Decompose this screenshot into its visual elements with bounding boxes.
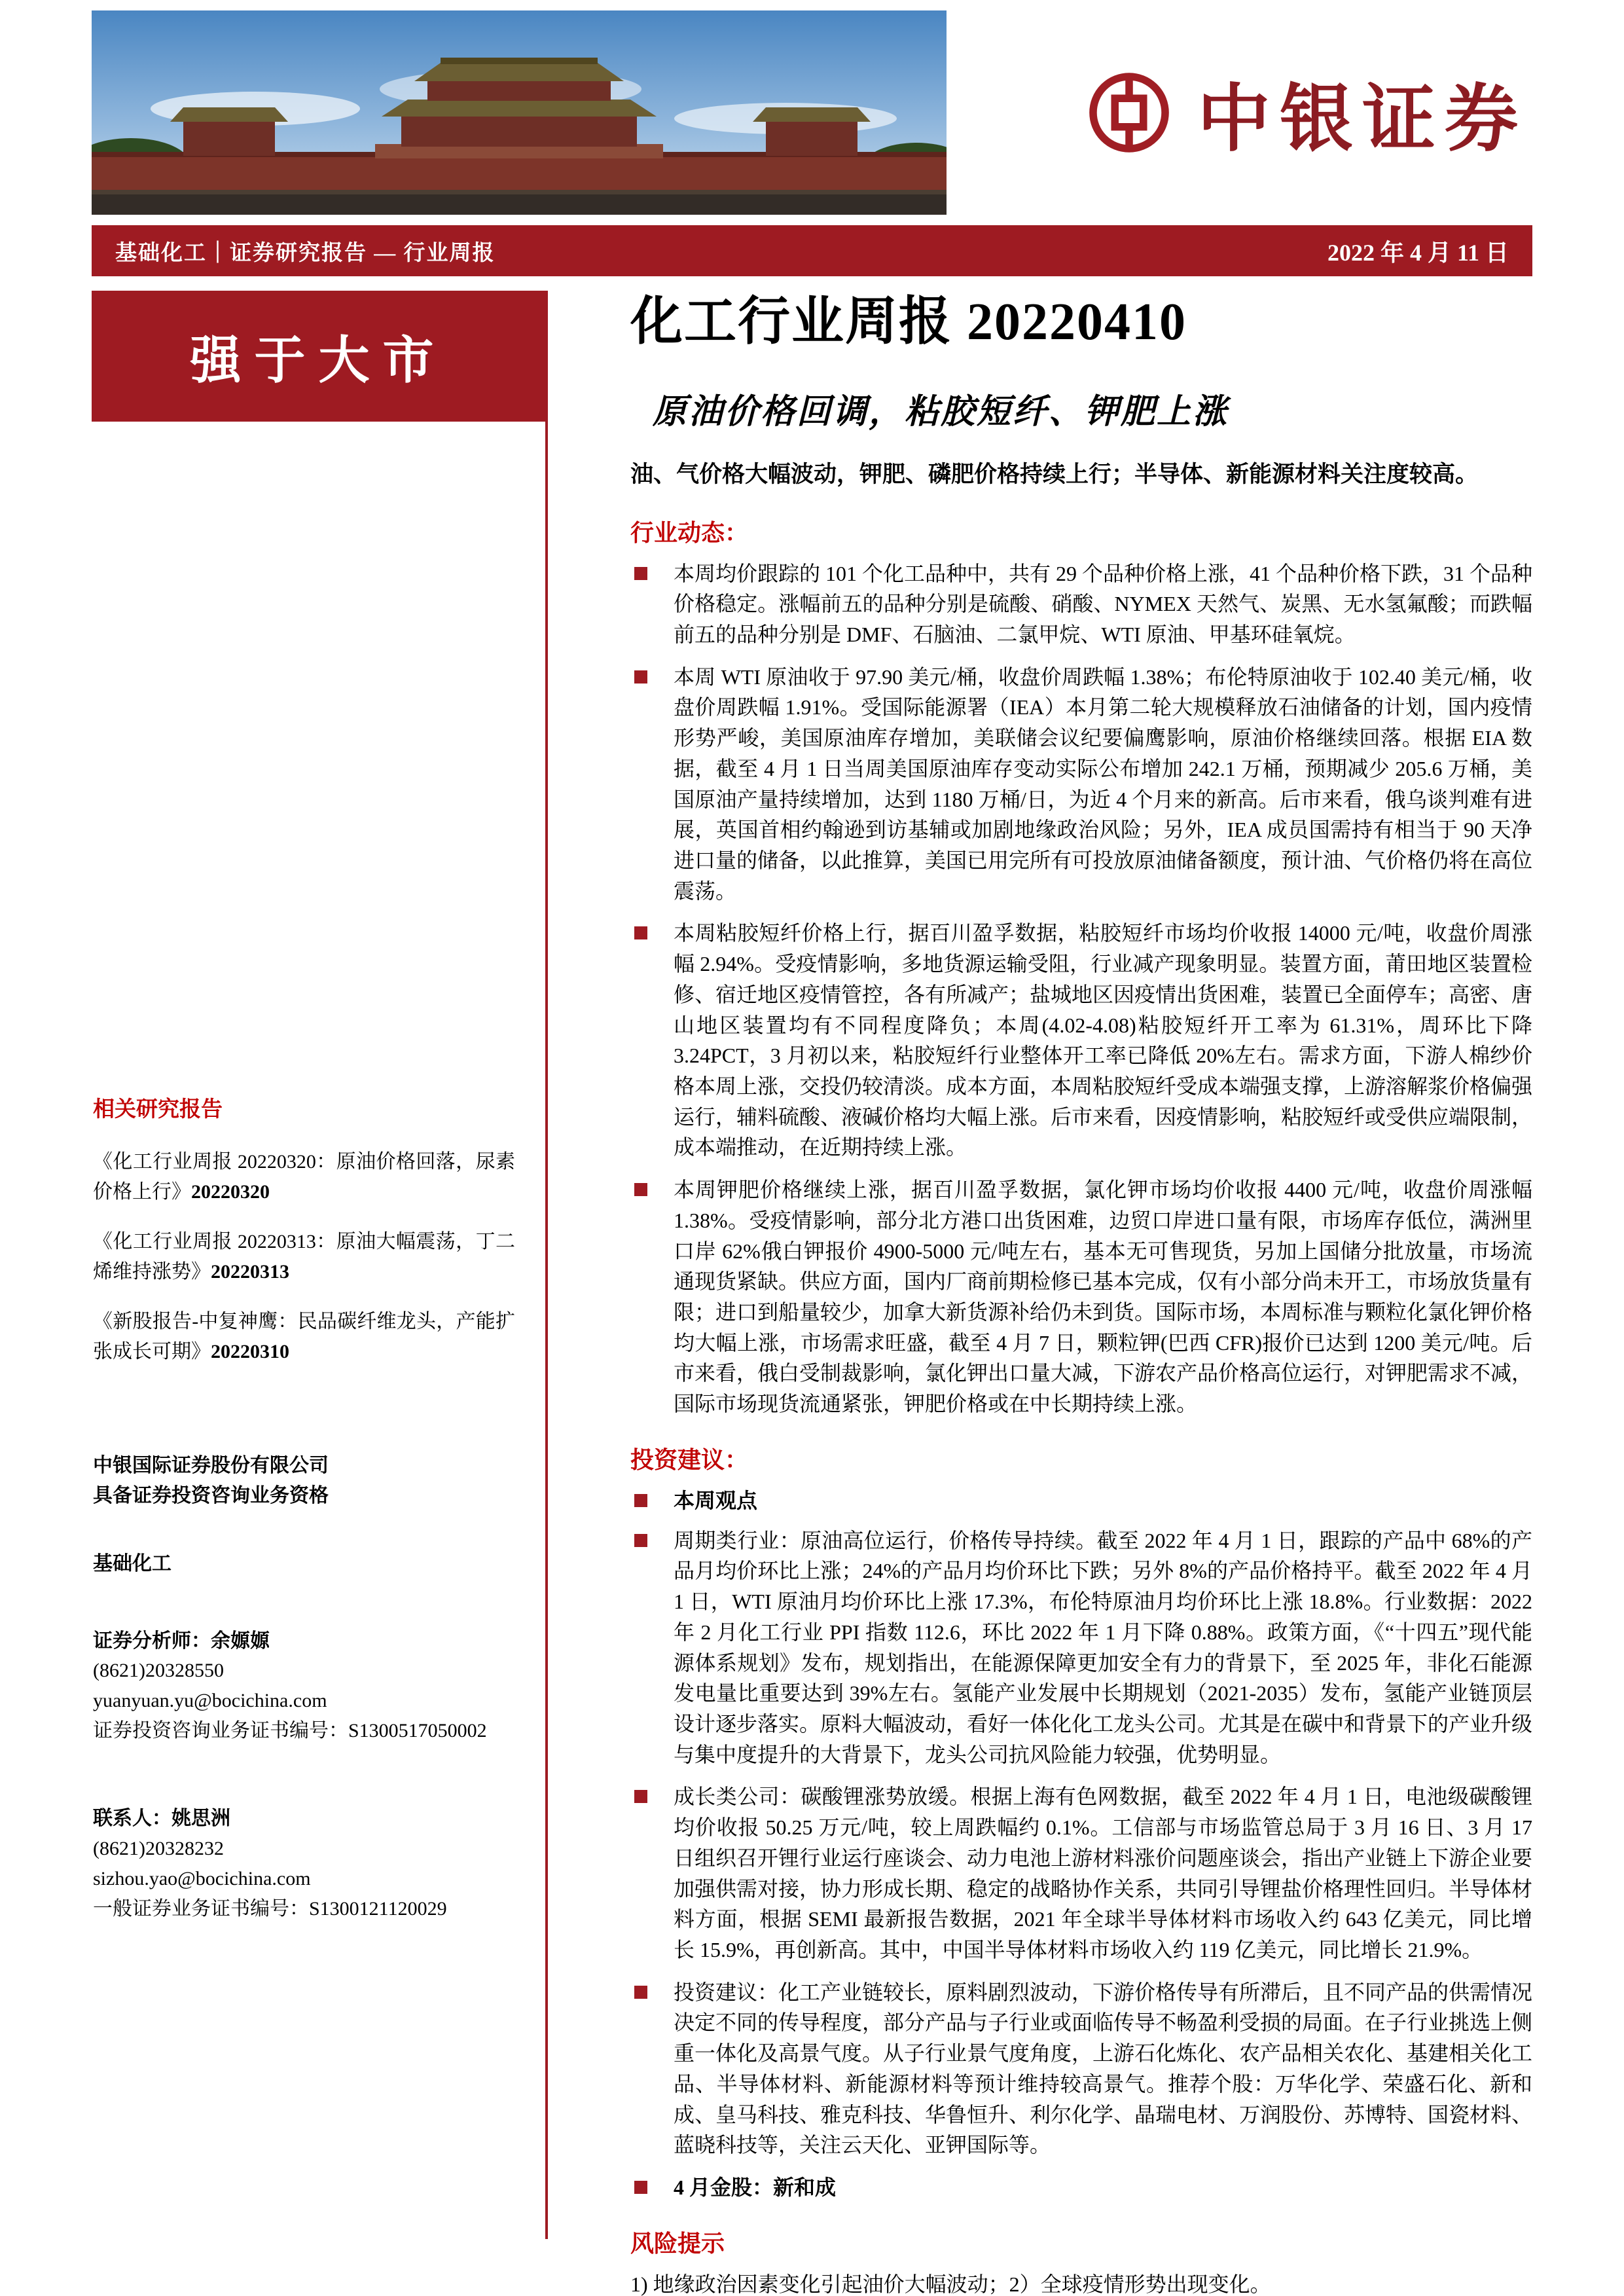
related-report-date: 20220320 <box>191 1181 270 1203</box>
bullet-text: 成长类公司：碳酸锂涨势放缓。根据上海有色网数据，截至 2022 年 4 月 1 日，电池级碳酸锂均价收报 50.25 万元/吨，较上周跌幅约 0.1%。工信部与市场监管总局于 3 月 16 日、3 月 17 日组织召开锂行业运行座谈会、动力电池上游材料涨价问题座谈会，指出产业链上下游企业要加强供需对接，协力形成长期、稳定的战略协作关系，共同引导锂盐价格理性回归。半导体材料方面，根据 SEMI 最新报告数据，2021 年全球半导体材料市场收入约 643 亿美元，同比增长 15.9%，再创新高。其中，中国半导体材料市场收入约 119 亿美元，同比增长 21.9%。 <box>674 1785 1533 1961</box>
related-report-date: 20220310 <box>211 1340 289 1362</box>
bullet-square-icon <box>634 926 647 939</box>
related-report <box>93 1147 515 1207</box>
bullet-square-icon <box>634 2181 647 2194</box>
risk-heading: 风险提示 <box>630 2230 725 2257</box>
bullet-square-icon <box>634 670 647 683</box>
bullet-item <box>630 1977 1532 2160</box>
header <box>92 10 1532 215</box>
bullet-square-icon <box>634 1494 647 1507</box>
contact-phone: (8621)20328232 <box>93 1837 224 1859</box>
contact-block <box>93 1804 515 1924</box>
analyst-name: 证券分析师：余嫄嫄 <box>93 1630 270 1652</box>
risk-text: 1) 地缘政治因素变化引起油价大幅波动；2）全球疫情形势出现变化。 <box>630 2272 1271 2296</box>
industry-bullet-list <box>630 558 1532 1419</box>
page-title: 化工行业周报 20220410 <box>630 293 1187 351</box>
related-report-title: 《化工行业周报 20220313：原油大幅震荡，丁二烯维持涨势》 <box>93 1231 515 1283</box>
industry-label: 基础化工 <box>93 1552 171 1575</box>
analyst-block <box>93 1626 515 1747</box>
bullet-text: 投资建议：化工产业链较长，原料剧烈波动，下游价格传导有所滞后，且不同产品的供需情况决定不同的传导程度，部分产品与子行业或面临传导不畅盈利受损的局面。在子行业挑选上侧重一体化及高景气度。从子行业景气度角度，上游石化炼化、农产品相关农化、基建相关化工品、半导体材料、新能源材料等预计维持较高景气。推荐个股：万华化学、荣盛石化、新和成、皇马科技、雅克科技、华鲁恒升、利尔化学、晶瑞电材、万润股份、苏博特、国瓷材料、蓝晓科技等，关注云天化、亚钾国际等。 <box>674 1980 1533 2157</box>
brand-name: 中银证券 <box>1197 79 1527 160</box>
related-report-title: 《化工行业周报 20220320：原油价格回落，尿素价格上行》 <box>93 1151 515 1203</box>
contact-cert: 一般证券业务证书编号：S1300121120029 <box>93 1897 447 1920</box>
bullet-square-icon <box>634 1986 647 1999</box>
company-name: 中银国际证券股份有限公司 <box>93 1454 329 1476</box>
investment-advice-heading: 投资建议： <box>630 1446 749 1473</box>
industry-news-heading: 行业动态： <box>630 519 749 546</box>
bullet-square-icon <box>634 1790 647 1803</box>
related-report <box>93 1307 515 1367</box>
report-date: 2022 年 4 月 11 日 <box>1327 239 1509 266</box>
bullet-text: 本周钾肥价格继续上涨，据百川盈孚数据，氯化钾市场均价收报 4400 元/吨，收盘价周涨幅 1.38%。受疫情影响，部分北方港口出货困难，边贸口岸进口量有限，市场库存低位，满洲里口岸 62%俄白钾报价 4900-5000 元/吨左右，基本无可售现货，另加上国储分批放量，市场流通现货紧缺。供应方面，国内厂商前期检修已基本完成，仅有小部分尚未开工，市场放货量有限；进口到船量较少，加拿大新货源补给仍未到货。国际市场，本周标准与颗粒化氯化钾价格均大幅上涨，市场需求旺盛，截至 4 月 7 日，颗粒钾(巴西 CFR)报价已达到 1200 美元/吨。后市来看，俄白受制裁影响，氯化钾出口量大减，下游农产品价格高位运行，对钾肥需求不减，国际市场现货流通紧张，钾肥价格或在中长期持续上涨。 <box>674 1178 1533 1416</box>
company-qualification: 具备证券投资咨询业务资格 <box>93 1484 329 1506</box>
bullet-item <box>630 1175 1532 1419</box>
boc-coin-logo-icon <box>1087 71 1171 155</box>
bullet-item <box>630 558 1532 650</box>
rating-badge: 强于大市 <box>92 291 545 422</box>
bullet-text: 周期类行业：原油高位运行，价格传导持续。截至 2022 年 4 月 1 日，跟踪的产品中 68%的产品月均价环比上涨；24%的产品月均价环比下跌；另外 8%的产品价格持平。截至 2022 年 4 月 1 日，WTI 原油月均价环比上涨 17.3%，布伦特原油月均价环比上涨 18.8%。行业数据：2022 年 2 月化工行业 PPI 指数 112.6，环比 2022 年 1 月下降 0.88%。政策方面，《“十四五”现代能源体系规划》发布，规划指出，在能源保障更加安全有力的背景下，至 2025 年，非化石能源发电量比重要达到 39%左右。氢能产业发展中长期规划（2021-2035）发布，氢能产业链顶层设计逐步落实。原料大幅波动，看好一体化化工龙头公司。尤其是在碳中和背景下的产业升级与集中度提升的大背景下，龙头公司抗风险能力较强，优势明显。 <box>674 1528 1533 1766</box>
main-content <box>548 291 1533 2296</box>
related-report-date: 20220313 <box>211 1261 289 1283</box>
bullet-item <box>630 1781 1532 1965</box>
bullet-text: 本周粘胶短纤价格上行，据百川盈孚数据，粘胶短纤市场均价收报 14000 元/吨，收盘价周涨幅 2.94%。受疫情影响，多地货源运输受阻，行业减产现象明显。装置方面，莆田地区装置检修、宿迁地区疫情管控，各有所减产；盐城地区因疫情出货困难，装置已全面停车；高密、唐山地区装置均有不同程度降负；本周(4.02-4.08)粘胶短纤开工率为 61.31%，周环比下降 3.24PCT，3 月初以来，粘胶短纤行业整体开工率已降低 20%左右。需求方面，下游人棉纱价格本周上涨，交投仍较清淡。成本方面，本周粘胶短纤受成本端强支撑，上游溶解浆价格偏强运行，辅料硫酸、液碱价格均大幅上涨。后市来看，因疫情影响，粘胶短纤或受供应端限制，成本端推动，在近期持续上涨。 <box>674 921 1533 1159</box>
bullet-square-icon <box>634 567 647 580</box>
related-report <box>93 1227 515 1287</box>
bullet-item <box>630 918 1532 1163</box>
report-series-label: 基础化工｜证券研究报告 — 行业周报 <box>115 241 496 265</box>
bullet-square-icon <box>634 1183 647 1196</box>
contact-name: 联系人：姚思洲 <box>93 1808 230 1830</box>
bullet-item <box>630 1485 1532 1516</box>
analyst-phone: (8621)20328550 <box>93 1660 224 1682</box>
related-reports-heading: 相关研究报告 <box>93 1098 223 1121</box>
bullet-text: 本周观点 <box>674 1488 758 1512</box>
analyst-cert: 证券投资咨询业务证书编号：S1300517050002 <box>93 1720 487 1742</box>
forbidden-city-illustration <box>92 10 947 215</box>
company-block <box>93 1451 515 1511</box>
analyst-email: yuanyuan.yu@bocichina.com <box>93 1690 327 1712</box>
forbidden-city-photo <box>92 10 947 215</box>
bullet-text: 4 月金股：新和成 <box>674 2176 837 2199</box>
page-subtitle: 原油价格回调，粘胶短纤、钾肥上涨 <box>653 393 1229 431</box>
bullet-item <box>630 662 1532 907</box>
sidebar <box>92 291 548 2239</box>
bullet-text: 本周均价跟踪的 101 个化工品种中，共有 29 个品种价格上涨，41 个品种价格下跌，31 个品种价格稳定。涨幅前五的品种分别是硫酸、硝酸、NYMEX 天然气、炭黑、无水氢氟酸；而跌幅前五的品种分别是 DMF、石脑油、二氯甲烷、WTI 原油、甲基环硅氧烷。 <box>674 561 1533 646</box>
bullet-square-icon <box>634 1534 647 1547</box>
bullet-item <box>630 1525 1532 1770</box>
body <box>92 291 1533 2296</box>
summary-paragraph: 油、气价格大幅波动，钾肥、磷肥价格持续上行；半导体、新能源材料关注度较高。 <box>630 462 1479 487</box>
classification-bar <box>92 225 1532 276</box>
bullet-item <box>630 2172 1532 2203</box>
brand-logo <box>947 10 1532 215</box>
advice-bullet-list <box>630 1485 1532 2203</box>
sidebar-content <box>92 422 545 1924</box>
contact-email: sizhou.yao@bocichina.com <box>93 1867 311 1889</box>
bullet-text: 本周 WTI 原油收于 97.90 美元/桶，收盘价周跌幅 1.38%；布伦特原油收于 102.40 美元/桶，收盘价周跌幅 1.91%。受国际能源署（IEA）本月第二轮大规模释放石油储备的计划，国内疫情形势严峻，美国原油库存增加，美联储会议纪要偏鹰影响，原油价格继续回落。根据 EIA 数据，截至 4 月 1 日当周美国原油库存变动实际公布增加 242.1 万桶，预期减少 205.6 万桶，美国原油产量持续增加，达到 1180 万桶/日，为近 4 个月来的新高。后市来看，俄乌谈判难有进展，英国首相约翰逊到访基辅或加剧地缘政治风险；另外，IEA 成员国需持有相当于 90 天净进口量的储备，以此推算，美国已用完所有可投放原油储备额度，预计油、气价格仍将在高位震荡。 <box>674 665 1533 903</box>
related-report-title: 《新股报告-中复神鹰：民品碳纤维龙头，产能扩张成长可期》 <box>93 1311 515 1362</box>
